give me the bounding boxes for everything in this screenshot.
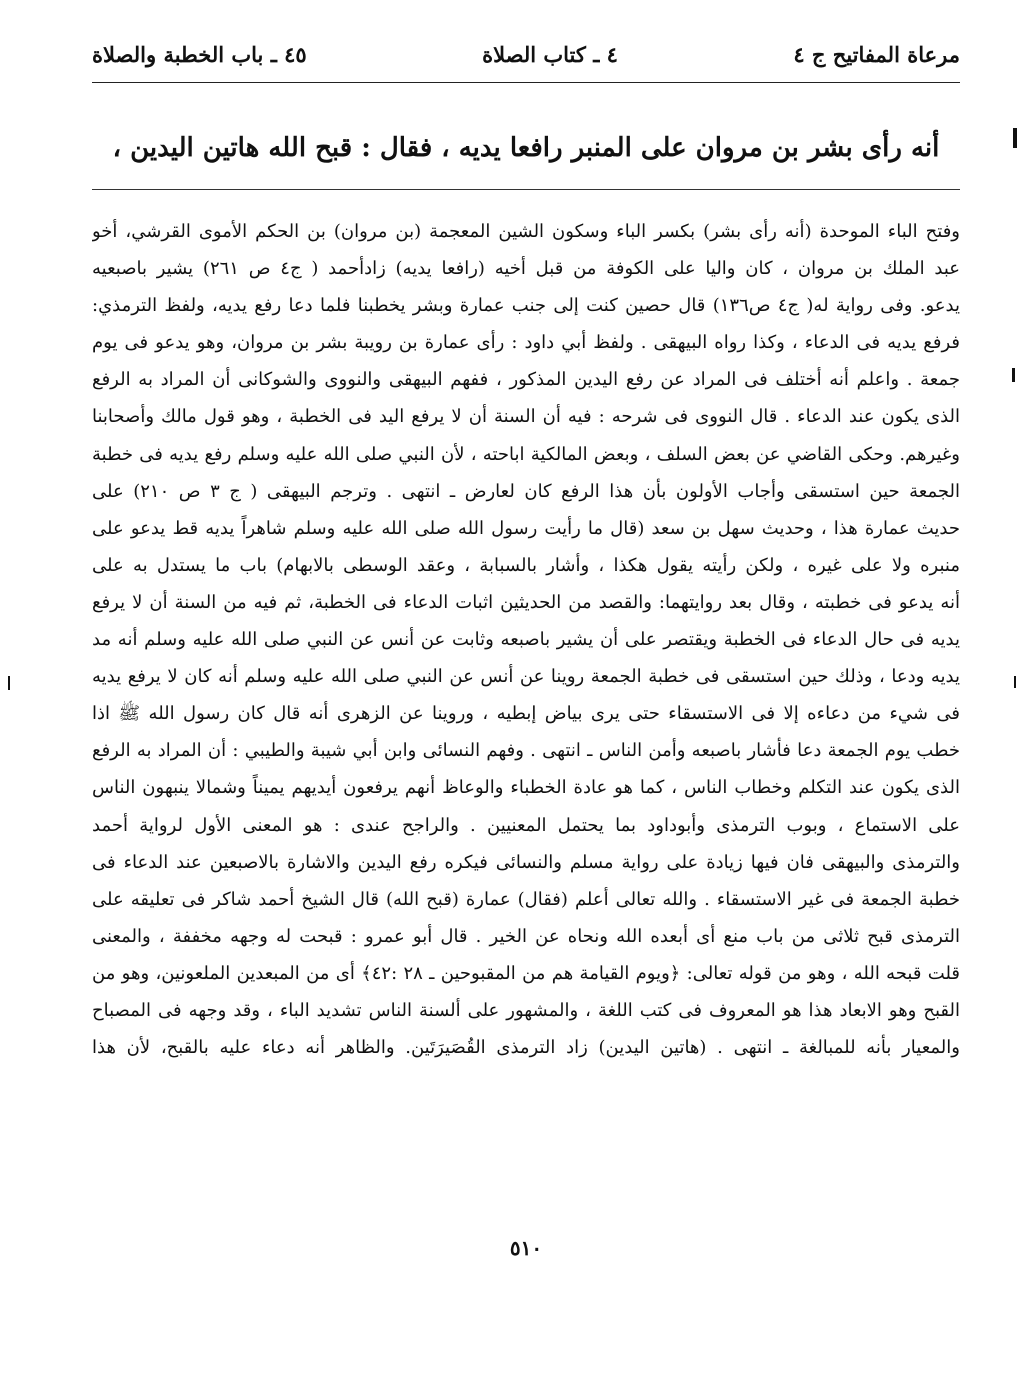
commentary-line: على الاستماع ، وبوب الترمذى وأبوداود بما يحتمل المعنيين . والراجح عندى : هو المعنى الأول لرواية أحمد xyxy=(92,814,960,836)
body-divider xyxy=(92,189,960,190)
commentary-line: الجمعة حين استسقى وأجاب الأولون بأن هذا الرفع كان لعارض ـ انتهى . وترجم البيهقى ( ج ٣ ص ٢١٠) على xyxy=(92,480,960,502)
margin-binding-mark xyxy=(1012,368,1015,382)
commentary-line: وفتح الباء الموحدة (أنه رأى بشر) بكسر الباء وسكون الشين المعجمة (بن مروان) بن الحكم الأموى القرشي، أخو xyxy=(92,221,960,242)
margin-binding-mark xyxy=(8,676,10,690)
commentary-line: خطبة الجمعة فى غير الاستسقاء . والله تعالى أعلم (فقال) عمارة (قبح الله) قال الشيخ أحمد شاكر فى تعليقه على xyxy=(92,888,960,910)
commentary-line: والمعيار بأنه للمبالغة ـ انتهى . (هاتين اليدين) زاد الترمذى القُصَيرَتَين. والظاهر أنه دعاء عليه بالقبح، لأن هذا xyxy=(92,1037,960,1059)
commentary-line: فرفع يديه فى الدعاء ، وكذا رواه البيهقى . ولفظ أبي داود : رأى عمارة بن رويبة بشر بن مروان، وهو يدعو فى يوم xyxy=(92,332,960,354)
commentary-line: يديه فى حال الدعاء فى الخطبة ويقتصر على أن يشير باصبعه وثابت عن أنس عن النبي صلى الله عليه وسلم أنه مد xyxy=(92,629,960,651)
commentary-line: خطب يوم الجمعة دعا فأشار باصبعه وأمن الناس ـ انتهى . وفهم النسائى وابن أبي شيبة والطيبي : أن المراد به الرفع xyxy=(92,740,960,762)
header-book-title: مرعاة المفاتيح ج ٤ xyxy=(793,41,960,67)
hadith-text: أنه رأى بشر بن مروان على المنبر رافعا يديه ، فقال : قبح الله هاتين اليدين ، xyxy=(112,133,940,163)
commentary-line: الذى يكون عند الدعاء . قال النووى فى شرحه : فيه أن السنة أن لا يرفع اليد فى الخطبة ، وهو قول مالك وأصحابنا xyxy=(92,406,960,428)
commentary-line: الذى يكون عند التكلم وخطاب الناس ، كما هو عادة الخطباء والوعاظ أنهم يرفعون أيديهم يميناً وشمالا ينبهون الناس xyxy=(92,777,960,799)
commentary-line: القبح وهو الابعاد هذا هو المعروف فى كتب اللغة ، والمشهور على ألسنة الناس تشديد الباء ، وقد وجهه فى المصباح xyxy=(92,999,960,1021)
commentary-line: قلت قبحه الله ، وهو من قوله تعالى: ﴿ويوم القيامة هم من المقبوحين ـ ٢٨ :٤٢﴾ أى من المبعدين الملعونين، وهو من xyxy=(92,962,960,984)
commentary-line: منبره ولا على غيره ، ولكن رأيته يقول هكذا ، وأشار بالسبابة ، وعقد الوسطى بالابهام) باب ما يستدل به على xyxy=(92,554,960,576)
commentary-line: عبد الملك بن مروان ، كان واليا على الكوفة من قبل أخيه (رافعا يديه) زادأحمد ( ج٤ ص ٢٦١) يشير باصبعيه xyxy=(92,258,960,280)
header-chapter: ٤ ـ كتاب الصلاة xyxy=(482,41,618,67)
commentary-line: يديه ودعا ، وذلك حين استسقى فى خطبة الجمعة روينا عن أنس عن النبي صلى الله عليه وسلم أنه كان لا يرفع يديه xyxy=(92,666,960,688)
page-number: ٥١٠ xyxy=(509,1236,543,1260)
margin-binding-mark xyxy=(1014,676,1016,688)
header-rule xyxy=(92,82,960,83)
commentary-line: حديث عمارة هذا ، وحديث سهل بن سعد (قال ما رأيت رسول الله صلى الله عليه وسلم شاهراً يديه قط يدعو على xyxy=(92,517,960,539)
commentary-line: فى شيء من دعاءه إلا فى الاستسقاء حتى يرى بياض إبطيه ، وروينا عن الزهرى أنه قال كان رسول الله ﷺ اذا xyxy=(92,703,960,725)
commentary-body xyxy=(92,213,960,1066)
commentary-line: أنه يدعو فى خطبته ، وقال بعد روايتهما: والقصد من الحديثين اثبات الدعاء فى الخطبة، ثم فيه من السنة أن لا يرفع xyxy=(92,591,960,613)
margin-binding-mark xyxy=(1013,128,1017,148)
commentary-line: وغيرهم. وحكى القاضي عن بعض السلف ، وبعض المالكية اباحته ، لأن النبي صلى الله عليه وسلم رفع يديه فى خطبة xyxy=(92,443,960,465)
commentary-line: والترمذى والبيهقى فان فيها زيادة على رواية مسلم والنسائى فيكره رفع اليدين والاشارة بالاصبعين عند الدعاء فى xyxy=(92,851,960,873)
commentary-line: الترمذى قبح ثلاثى من باب منع أى أبعده الله ونحاه عن الخير . قال أبو عمرو : قبحت له وجهه مخففة ، والمعنى xyxy=(92,925,960,947)
commentary-line: يدعو. وفى رواية له( ج٤ ص١٣٦) قال حصين كنت إلى جنب عمارة وبشر يخطبنا فلما دعا رفع يديه، ولفظ الترمذي: xyxy=(92,295,960,317)
header-section: ٤٥ ـ باب الخطبة والصلاة xyxy=(92,41,307,67)
running-header xyxy=(92,34,960,74)
commentary-line: جمعة . واعلم أنه أختلف فى المراد عن رفع اليدين المذكور ، ففهم البيهقى والنووى والشوكانى أن المراد به الرفع xyxy=(92,369,960,391)
